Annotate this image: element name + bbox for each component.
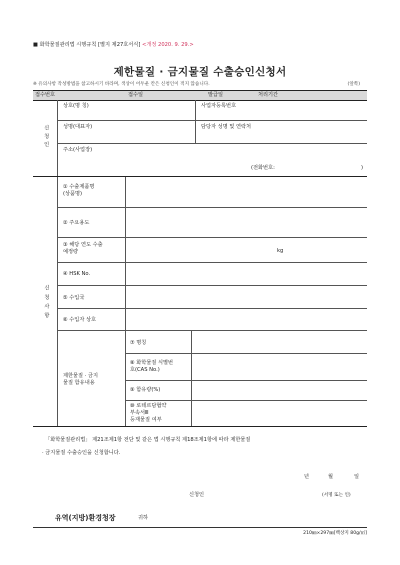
application-form-table <box>33 90 367 427</box>
request-section-text: 신청사항 <box>43 285 50 322</box>
substance-content-label: 제한물질 · 금지 물질 함유내용 <box>63 373 99 386</box>
receipt-row <box>33 91 367 100</box>
content-percent-label: ⑨ 함유량(%) <box>130 387 161 393</box>
rotterdam-listing-label: ⑩ 로테르담협약 부속서Ⅲ 등재물질 여부 <box>130 403 167 423</box>
cas-number-label: ⑧ 화학물질 식별번 호(CAS No.) <box>130 360 174 373</box>
date-year: 년 <box>304 474 310 480</box>
date-day: 일 <box>354 474 360 480</box>
substance-name-label: ⑦ 명칭 <box>130 340 147 346</box>
instruction-note: ※ 유의사항 작성방법을 참고하시기 바라며, 색상이 어두운 칸은 신청인이 적지 않습니다. <box>33 82 210 87</box>
contact-person-label: 담당자 성명 및 연락처 <box>201 124 252 130</box>
header-law: 화학물질관리법 시행규칙 [별지 제27호서식] <box>39 42 141 48</box>
receipt-date-label: 접수일 <box>128 92 144 98</box>
phone-close: ) <box>361 165 364 171</box>
company-name-label: 상호(명 칭) <box>63 103 89 109</box>
phone-label: (전화번호: <box>251 165 275 171</box>
receipt-number-label: 접수번호 <box>35 92 56 98</box>
header-revision: <개정 2020. 9. 29.> <box>142 42 194 48</box>
main-use-label: ② 주요용도 <box>63 220 90 226</box>
importer-name-label: ⑥ 수입자 상호 <box>63 317 97 323</box>
recipient-office: 유역(지방)환경청장 <box>55 514 116 522</box>
recipient-suffix: 귀하 <box>138 515 149 521</box>
page-title: 제한물질 · 금지물질 수출승인신청서 <box>113 66 287 78</box>
business-number-label: 사업자등록번호 <box>201 103 237 109</box>
hsk-number-label: ④ HSK No. <box>63 271 91 277</box>
header-bullet: ■ <box>33 42 38 48</box>
signer-label: 신청인 <box>189 492 205 498</box>
processing-period-label: 처리기간 <box>258 92 279 98</box>
import-country-label: ⑤ 수입국 <box>63 295 85 301</box>
issue-date-label: 발급일 <box>208 92 224 98</box>
page-side-label: (앞쪽) <box>347 82 360 87</box>
address-label: 주소(사업장) <box>63 147 93 153</box>
unit-kg: kg <box>277 248 284 254</box>
date-month: 월 <box>328 474 334 480</box>
representative-label: 성명(대표자) <box>63 124 93 130</box>
export-volume-label: ③ 해당 연도 수출 예정량 <box>63 242 103 255</box>
applicant-section-label <box>41 125 51 153</box>
declaration-line-2: · 금지물질 수출승인을 신청합니다. <box>42 450 121 456</box>
applicant-section-text: 신청인 <box>43 125 50 150</box>
export-product-label: ① 수출제품명 (상품명) <box>63 184 95 197</box>
paper-size-note: 210㎜×297㎜[백상지 80g/㎡] <box>303 531 367 536</box>
request-section-label <box>41 285 51 325</box>
signature-placeholder: (서명 또는 인) <box>322 493 351 498</box>
declaration-line-1: 「화학물질관리법」 제21조제1항 전단 및 같은 법 시행규칙 제18조제1항에 따라 제한물질 <box>45 437 251 443</box>
bottom-rule <box>33 527 367 528</box>
form-header <box>33 41 194 48</box>
